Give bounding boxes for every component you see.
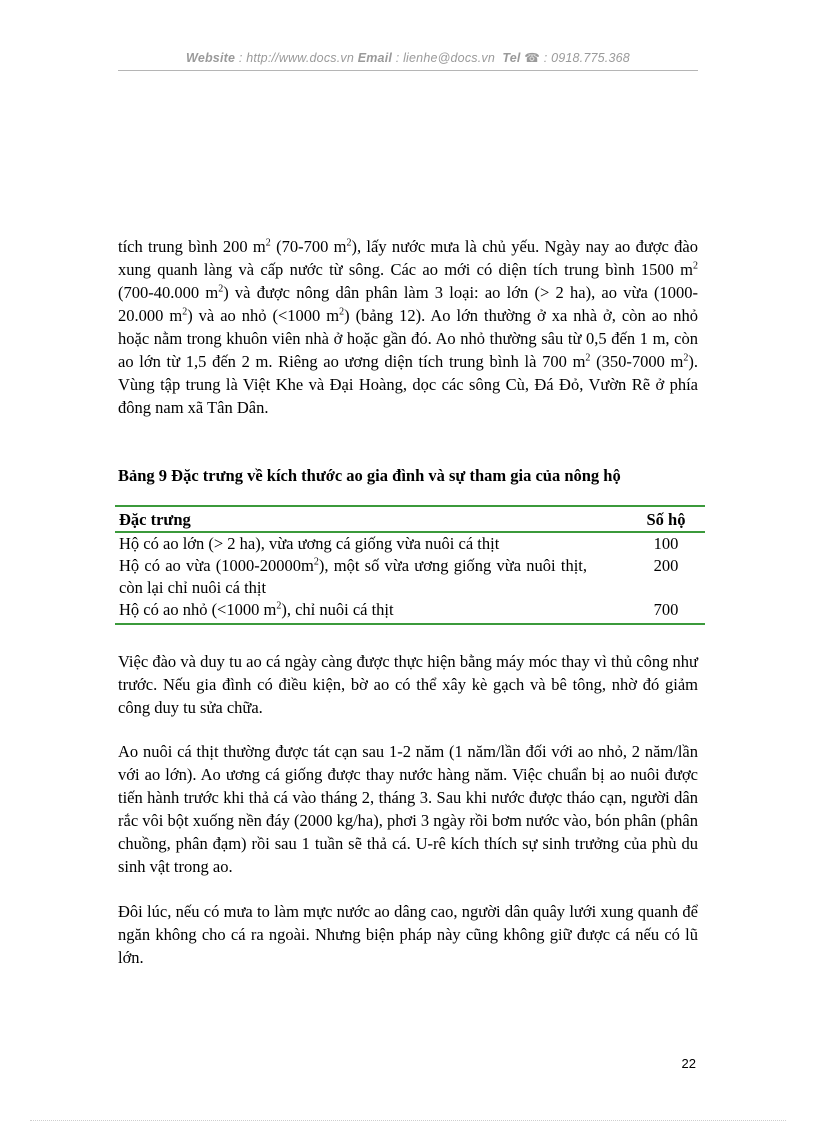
paragraph-flood-measures: Đôi lúc, nếu có mưa to làm mực nước ao dâng cao, người dân quây lưới xung quanh để ngăn không cho cá ra ngoài. Nhưng biện pháp này cũng không giữ được cá nếu có lũ lớn. xyxy=(118,902,698,967)
website-url[interactable]: http://www.docs.vn xyxy=(246,51,354,65)
email-address[interactable]: lienhe@docs.vn xyxy=(403,51,496,65)
table-row xyxy=(115,532,705,555)
paragraph-pond-preparation: Ao nuôi cá thịt thường được tát cạn sau 1-2 năm (1 năm/lần đối với ao nhỏ, 2 năm/lần với ao lớn). Ao ương cá giống được thay nước hàng năm. Việc chuẩn bị ao nuôi được tiến hành trước khi thả cá vào tháng 2, tháng 3. Sau khi nước được tháo cạn, người dân rắc vôi bột xuống nền đáy (2000 kg/ha), phơi 3 ngày rồi bơm nước vào, bón phân (phân chuồng, phân đạm) rồi sau 1 tuần sẽ thả cá. U-rê kích thích sự sinh trưởng của phù du sinh vật trong ao. xyxy=(118,742,698,876)
pond-size-table xyxy=(115,505,705,625)
table-caption: Bảng 9 Đặc trưng về kích thước ao gia đình và sự tham gia của nông hộ xyxy=(118,466,621,485)
website-label: Website xyxy=(186,51,236,65)
page-header xyxy=(118,50,698,65)
page-number: 22 xyxy=(681,1056,696,1071)
table-row xyxy=(115,599,705,624)
phone-number: : 0918.775.368 xyxy=(540,51,630,65)
tel-label: Tel xyxy=(502,51,521,65)
phone-icon: ☎ xyxy=(524,51,541,65)
website-separator: : xyxy=(235,51,247,65)
email-separator: : xyxy=(392,51,404,65)
table-header-row xyxy=(115,506,705,532)
footer-rule xyxy=(30,1120,786,1121)
row-feature: Hộ có ao lớn (> 2 ha), vừa ương cá giống vừa nuôi cá thịt xyxy=(119,534,500,553)
header-rule xyxy=(118,70,698,71)
column-header-feature: Đặc trưng xyxy=(115,506,627,532)
email-label: Email xyxy=(357,51,393,65)
table-row xyxy=(115,555,705,599)
row-households: 200 xyxy=(653,556,679,575)
paragraph-pond-sizes: tích trung bình 200 $m^2$ (70-700 $m^2$), lấy nước mưa là chủ yếu. Ngày nay ao được đào xung quanh làng và cấp nước từ sông. Các ao mới có diện tích trung bình 1500 $m^2$ (700-40.000 $m^2$) và được nông dân phân làm 3 loại: ao lớn (> 2 ha), ao vừa (1000-20.000 $m^2$) và ao nhỏ (<1000 $m^2$) (bảng 12). Ao lớn thường ở xa nhà ở, còn ao nhỏ hoặc nằm trong khuôn viên nhà ở hoặc gần đó. Ao nhỏ thường sâu từ 0,5 đến 1 m, còn ao lớn từ 1,5 đến 2 m. Riêng ao ương diện tích trung bình là 700 $m^2$ (350-7000 $m^2$). Vùng tập trung là Việt Khe và Đại Hoàng, dọc các sông Cù, Đá Đỏ, Vườn Rẽ ở phía đông nam xã Tân Dân. xyxy=(118,237,698,417)
row-households: 700 xyxy=(627,599,705,624)
row-feature: Hộ có ao vừa $(1000-20000m^2)$, một số vừa ương giống vừa nuôi thịt, còn lại chỉ nuôi cá thịt xyxy=(119,556,587,597)
column-header-households: Số hộ xyxy=(627,506,705,532)
row-feature: Hộ có ao nhỏ (<1000 $m^2$), chỉ nuôi cá thịt xyxy=(115,599,627,624)
paragraph-pond-maintenance: Việc đào và duy tu ao cá ngày càng được thực hiện bằng máy móc thay vì thủ công như trước. Nếu gia đình có điều kiện, bờ ao có thể xây kè gạch và bê tông, nhờ đó giảm công duy tu sửa chữa. xyxy=(118,652,698,717)
row-households: 100 xyxy=(653,534,679,553)
